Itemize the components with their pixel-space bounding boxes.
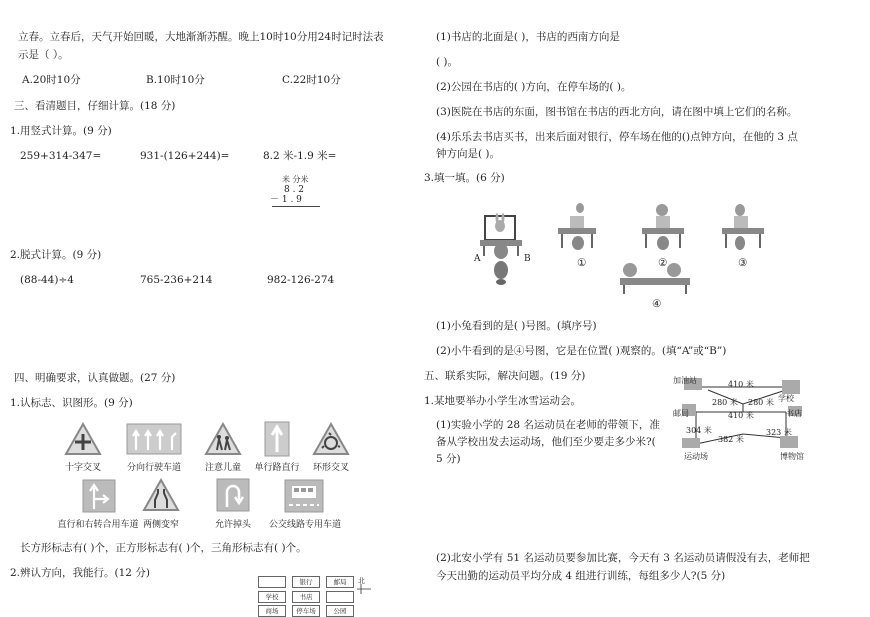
- vertical-bottom: － 1 . 9: [270, 195, 302, 205]
- q3-2: (2)小牛看到的是④号图，它是在位置( )观察的。(填“A”或“B”): [436, 345, 727, 357]
- map-dist: 382 米: [718, 435, 744, 444]
- map-stadium: 运动场: [684, 452, 708, 461]
- label-b: B: [524, 254, 531, 264]
- s4-q2-title: 2.辨认方向，我能行。(12 分): [10, 567, 150, 579]
- grid-cell: 公园: [326, 605, 354, 617]
- bus-lane-sign-icon: [284, 479, 324, 513]
- sign-caption: 两侧变窄: [142, 520, 179, 530]
- lane-direction-sign-icon: [126, 423, 182, 455]
- label-a: A: [474, 254, 481, 264]
- map-dist: 410 米: [728, 380, 754, 389]
- calc-5: 765-236+214: [140, 274, 213, 286]
- observation-figure: [470, 198, 780, 316]
- map-dist: 323 米: [766, 428, 792, 437]
- calc-2: 931-(126+244)=: [140, 150, 230, 162]
- p4-line2: 钟方向是( )。: [436, 148, 501, 160]
- figure-3: [722, 204, 764, 250]
- s5-q1-title: 1.某地要举办小学生冰雪运动会。: [424, 395, 582, 407]
- option-c: C.22时10分: [282, 74, 341, 86]
- figure-4: [620, 263, 690, 294]
- crossroad-sign-icon: [64, 422, 102, 456]
- road-narrows-sign-icon: [142, 478, 180, 512]
- grid-cell: 商场: [258, 605, 286, 617]
- s5-2-line2: 今天出勤的运动员平均分成 4 组进行训练，每组多少人?(5 分): [436, 570, 726, 582]
- p1-line2: ( )。: [436, 56, 459, 68]
- map-book: 书店: [786, 409, 802, 418]
- q3-1: (1)小兔看到的是( )号图。(填序号): [436, 320, 597, 332]
- q3-title: 3.填一填。(6 分): [424, 172, 505, 184]
- figure-2: [642, 204, 684, 250]
- calc-1: 259+314-347=: [20, 150, 102, 162]
- grid-cell: 停车场: [292, 605, 320, 617]
- map-dist: 410 米: [728, 411, 754, 420]
- p4-line1: (4)乐乐去书店买书，出来后面对银行，停车场在他的()点钟方向，在他的 3 点: [436, 131, 798, 143]
- u-turn-sign-icon: [216, 478, 250, 512]
- sign-caption: 直行和右转合用车道: [57, 520, 139, 530]
- calc-3: 8.2 米-1.9 米=: [263, 150, 337, 162]
- grid-cell: 学校: [258, 591, 286, 603]
- grid-cell: 书店: [292, 591, 320, 603]
- spring-question-line1: 立春。立春后，天气开始回暖，大地渐渐苏醒。晚上10时10分用24时记时法表: [18, 31, 384, 43]
- calc-6: 982-126-274: [267, 274, 335, 286]
- grid-cell-empty: [258, 576, 286, 588]
- calc-4: (88-44)÷4: [20, 274, 74, 286]
- sign-caption: 单行路直行: [254, 463, 300, 473]
- straight-right-lane-sign-icon: [82, 479, 116, 513]
- p1-line1: (1)书店的北面是( )，书店的西南方向是: [436, 31, 620, 43]
- map-gas: 加油站: [673, 376, 697, 385]
- s5-1-line1: (1)实验小学的 28 名运动员在老师的带领下，准: [436, 419, 660, 431]
- figure-num: ④: [652, 298, 662, 310]
- map-school: 学校: [778, 394, 794, 403]
- map-dist: 304 米: [686, 426, 712, 435]
- s5-1-line2: 备从学校出发去运动场，他们至少要走多少米?(: [436, 436, 656, 448]
- map-dist: 280 米: [712, 398, 738, 407]
- option-a: A.20时10分: [22, 74, 81, 86]
- grid-cell: 银行: [292, 576, 320, 588]
- figure-num: ②: [658, 257, 668, 269]
- vertical-line: [272, 206, 320, 207]
- map-dist: 280 米: [748, 398, 774, 407]
- sign-caption: 分向行驶车道: [126, 463, 181, 473]
- grid-cell: 邮局: [326, 576, 354, 588]
- s4-q1-title: 1.认标志、识图形。(9 分): [10, 397, 133, 409]
- children-sign-icon: [204, 422, 242, 456]
- shape-count-question: 长方形标志有( )个，正方形标志有( )个，三角形标志有( )个。: [20, 542, 307, 554]
- sign-caption: 允许掉头: [214, 520, 251, 530]
- compass-north: 北: [358, 577, 365, 585]
- s5-2-line1: (2)北安小学有 51 名运动员要参加比赛，今天有 3 名运动员请假没有去，老师把: [436, 552, 810, 564]
- roundabout-sign-icon: [312, 422, 350, 456]
- unit-header: 米 分米: [282, 175, 309, 184]
- section4-title: 四、明确要求，认真做题。(27 分): [14, 372, 176, 384]
- section3-title: 三、看清题目，仔细计算。(18 分): [14, 100, 176, 112]
- p3: (3)医院在书店的东面，图书馆在书店的西北方向，请在图中填上它们的名称。: [436, 106, 798, 118]
- map-post: 邮局: [673, 409, 689, 418]
- map-museum: 博物馆: [780, 452, 804, 461]
- s3-q1-title: 1.用竖式计算。(9 分): [10, 125, 112, 137]
- section5-title: 五、联系实际，解决问题。(19 分): [424, 370, 586, 382]
- figure-num: ③: [738, 257, 748, 269]
- sign-caption: 注意儿童: [204, 463, 241, 473]
- sign-caption: 十字交叉: [64, 463, 101, 473]
- s3-q2-title: 2.脱式计算。(9 分): [10, 249, 102, 261]
- figure-1: [558, 203, 596, 250]
- figure-num: ①: [577, 257, 587, 269]
- spring-question-line2: 示是（ ）。: [18, 49, 69, 61]
- sign-caption: 环形交叉: [312, 463, 349, 473]
- grid-cell-empty: [326, 591, 354, 603]
- option-b: B.10时10分: [146, 74, 205, 86]
- p2: (2)公园在书店的( )方向，在停车场的( )。: [436, 81, 632, 93]
- s5-1-line3: 5 分): [436, 453, 461, 465]
- one-way-sign-icon: [264, 421, 290, 457]
- sign-caption: 公交线路专用车道: [268, 520, 341, 530]
- compass-icon: [357, 584, 373, 594]
- vertical-top: 8 . 2: [284, 185, 305, 195]
